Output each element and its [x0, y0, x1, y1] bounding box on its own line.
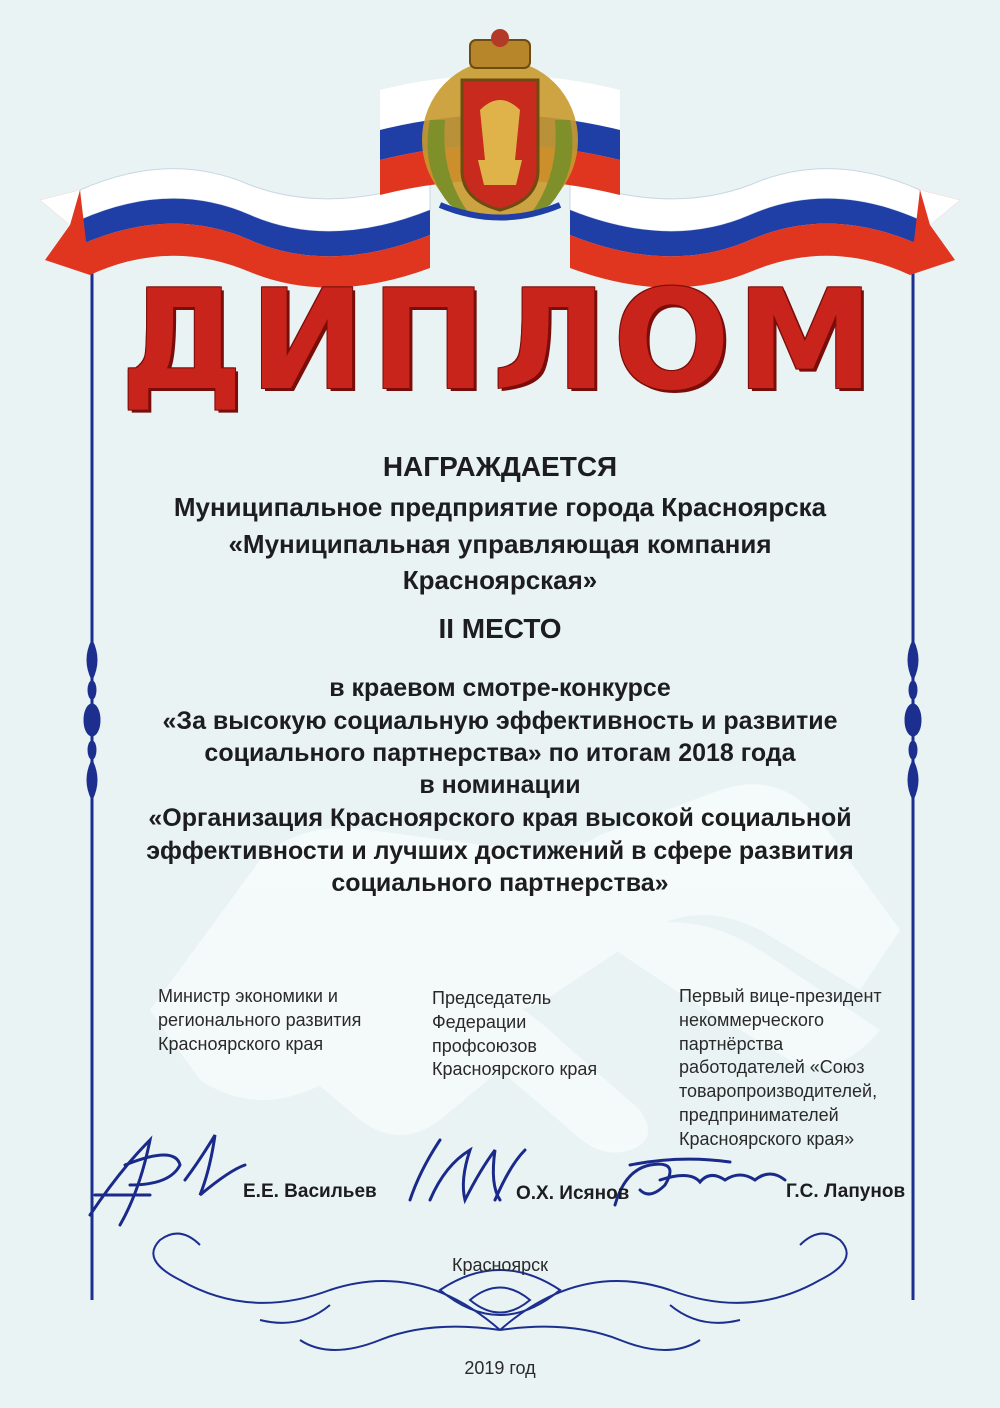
signatory-2-title-line: профсоюзов	[432, 1035, 537, 1056]
signatory-1-title-line: Министр экономики и	[158, 986, 338, 1006]
signatory-3-title-line: Красноярского края»	[679, 1128, 855, 1149]
recipient-line-3: Красноярская»	[402, 565, 598, 595]
contest-line-3: социального партнерства» по итогам 2018 года	[204, 739, 796, 767]
footer-city: Красноярск	[451, 1255, 549, 1275]
signatory-3-title-line: некоммерческого	[679, 1009, 825, 1030]
signature-vasiliev	[90, 1135, 245, 1225]
signatory-2-title-line: Председатель	[432, 988, 552, 1008]
signature-lapunov	[615, 1159, 785, 1205]
nomination-line-3: социального партнерства»	[331, 869, 669, 897]
signatory-2-title-line: Федерации	[432, 1011, 527, 1032]
contest-line-1: в краевом смотре-конкурсе	[329, 674, 671, 702]
place-heading: II МЕСТО	[438, 613, 562, 644]
diploma-title: ДИПЛОМ	[120, 260, 880, 421]
nomination-line-1: «Организация Красноярского края высокой социальной	[148, 804, 852, 832]
nomination-intro: в номинации	[419, 771, 581, 799]
signatory-3-title-line: товаропроизводителей,	[679, 1081, 878, 1101]
coat-of-arms-icon	[422, 29, 578, 220]
contest-line-2: «За высокую социальную эффективность и развитие	[162, 707, 838, 735]
signatory-3-title	[679, 985, 909, 1151]
signatory-1-title	[158, 985, 398, 1056]
signatory-3-title-line: Первый вице-президент	[679, 986, 882, 1006]
signatory-3-name: Г.С. Лапунов	[786, 1181, 906, 1202]
ornament-flourish-icon	[153, 1234, 846, 1350]
footer-year: 2019 год	[464, 1358, 536, 1378]
signatory-3-title-line: партнёрства	[679, 1033, 784, 1054]
signatory-1-title-line: Красноярского края	[158, 1033, 324, 1054]
signatory-2-name: О.Х. Исянов	[516, 1183, 630, 1204]
signatory-2-title-line: Красноярского края	[432, 1059, 598, 1080]
signatory-3-title-line: работодателей «Союз	[679, 1057, 865, 1078]
signatory-1-title-line: регионального развития	[158, 1009, 362, 1030]
nomination-line-2: эффективности и лучших достижений в сфере развития	[146, 837, 854, 865]
recipient-line-1: Муниципальное предприятие города Красноярска	[173, 492, 827, 522]
signatory-2-title	[432, 987, 642, 1082]
awarded-heading: НАГРАЖДАЕТСЯ	[382, 451, 618, 482]
recipient-line-2: «Муниципальная управляющая компания	[228, 529, 772, 559]
signatory-1-name: Е.Е. Васильев	[243, 1181, 377, 1202]
signature-isyanov	[410, 1140, 525, 1200]
signatory-3-title-line: предпринимателей	[679, 1104, 839, 1125]
